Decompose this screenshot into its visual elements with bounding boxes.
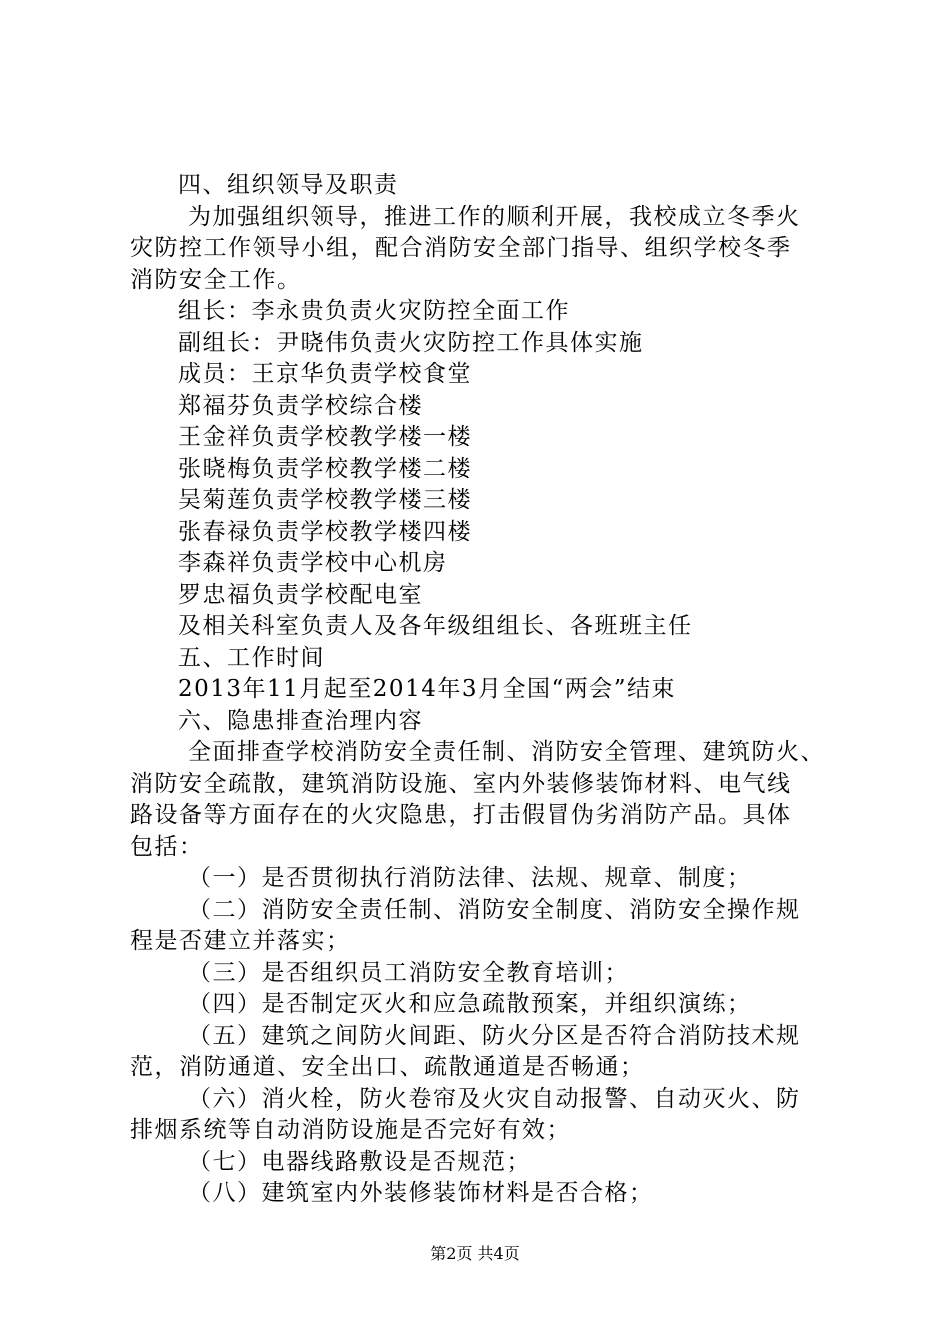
section-heading-4: 四、组织领导及职责: [178, 172, 399, 198]
list-item: （二）消防安全责任制、消防安全制度、消防安全操作规: [188, 896, 801, 923]
section-heading-5: 五、工作时间: [178, 644, 325, 671]
list-item-continuation: 程是否建立并落实；: [130, 928, 351, 954]
list-item-continuation: 范，消防通道、安全出口、疏散通道是否畅通；: [130, 1054, 645, 1080]
paragraph-line: 为加强组织领导，推进工作的顺利开展，我校成立冬季火: [188, 203, 801, 230]
list-item: （四）是否制定灭火和应急疏散预案，并组织演练；: [188, 991, 752, 1017]
member-line: 成员：王京华负责学校食堂: [178, 361, 472, 387]
member-line: 李森祥负责学校中心机房: [178, 550, 448, 576]
list-item: （八）建筑室内外装修装饰材料是否合格；: [188, 1180, 654, 1206]
member-line: 张晓梅负责学校教学楼二楼: [178, 455, 472, 482]
paragraph-line: 包括：: [130, 833, 204, 860]
member-line: 组长：李永贵负责火灾防控全面工作: [178, 298, 570, 324]
list-item-continuation: 排烟系统等自动消防设施是否完好有效；: [130, 1117, 571, 1143]
member-line: 吴菊莲负责学校教学楼三楼: [178, 487, 472, 513]
section-heading-6: 六、隐患排查治理内容: [178, 707, 423, 734]
list-item: （五）建筑之间防火间距、防火分区是否符合消防技术规: [188, 1022, 801, 1049]
paragraph-line: 全面排查学校消防安全责任制、消防安全管理、建筑防火、: [188, 739, 825, 765]
list-item: （三）是否组织员工消防安全教育培训；: [188, 959, 629, 986]
list-item: （六）消火栓，防火卷帘及火灾自动报警、自动灭火、防: [188, 1085, 801, 1112]
list-item: （七）电器线路敷设是否规范；: [188, 1148, 531, 1175]
paragraph-line: 灾防控工作领导小组，配合消防安全部门指导、组织学校冬季: [130, 235, 792, 261]
paragraph-line: 消防安全疏散，建筑消防设施、室内外装修装饰材料、电气线: [130, 770, 792, 797]
member-line: 张春禄负责学校教学楼四楼: [178, 518, 472, 545]
member-line: 罗忠福负责学校配电室: [178, 581, 423, 608]
page-footer: 第2页 共4页: [430, 1244, 520, 1263]
list-item: （一）是否贯彻执行消防法律、法规、规章、制度；: [188, 865, 752, 891]
paragraph-line: 路设备等方面存在的火灾隐患，打击假冒伪劣消防产品。具体: [130, 802, 792, 828]
member-line: 郑福芬负责学校综合楼: [178, 392, 423, 419]
paragraph-line: 消防安全工作。: [130, 266, 302, 293]
member-line: 王金祥负责学校教学楼一楼: [178, 424, 472, 450]
member-line: 副组长：尹晓伟负责火灾防控工作具体实施: [178, 329, 644, 356]
work-time-line: 2013年11月起至2014年3月全国“两会”结束: [178, 676, 676, 702]
member-line: 及相关科室负责人及各年级组组长、各班班主任: [178, 613, 693, 639]
document-body: [130, 170, 835, 1210]
